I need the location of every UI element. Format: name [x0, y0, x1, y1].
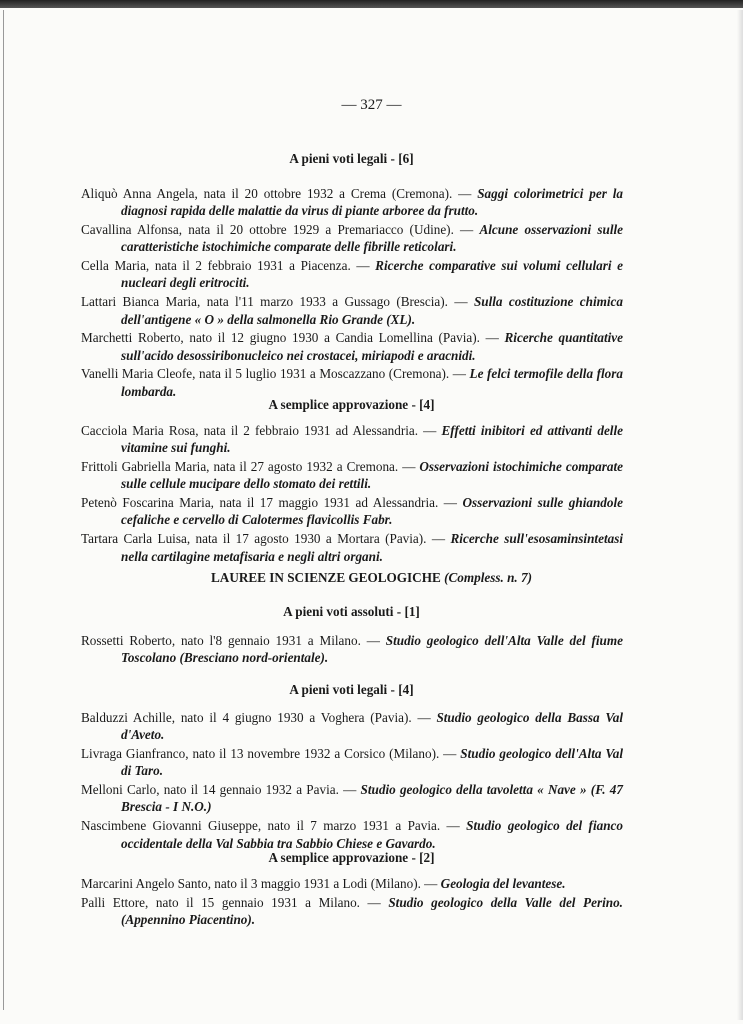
thesis-title: Ricerche quantitative sull'acido desossiribonucleico nei crostacei, miriapodi e aracnidi.: [121, 330, 623, 363]
student-info: Marchetti Roberto, nato il 12 giugno 1930 a Candia Lomellina (Pavia). —: [81, 330, 505, 346]
thesis-title: Studio geologico dell'Alta Valle del fiume Toscolano (Bresciano nord-orientale).: [121, 633, 623, 666]
student-info: Nascimbene Giovanni Giuseppe, nato il 7 marzo 1931 a Pavia. —: [81, 818, 467, 834]
student-info: Frittoli Gabriella Maria, nata il 27 agosto 1932 a Cremona. —: [81, 459, 420, 475]
thesis-title: Studio geologico della tavoletta « Nave » (F. 47 Brescia - I N.O.): [121, 782, 623, 815]
thesis-entry: [81, 257, 623, 292]
student-info: Cella Maria, nata il 2 febbraio 1931 a Piacenza. —: [81, 258, 376, 274]
section-heading: A pieni voti legali - [4]: [289, 682, 414, 697]
student-info: Palli Ettore, nato il 15 gennaio 1931 a Milano. —: [81, 894, 389, 910]
thesis-entry: [81, 329, 623, 364]
thesis-title: Effetti inibitori ed attivanti delle vitamine sui funghi.: [121, 423, 623, 456]
thesis-entry: [81, 185, 623, 220]
student-info: Petenò Foscarina Maria, nata il 17 maggio 1931 ad Alessandria. —: [81, 495, 463, 511]
faculty-title: LAUREE IN SCIENZE GEOLOGICHE: [211, 570, 441, 585]
thesis-title: Geologia del levantese.: [440, 876, 566, 891]
thesis-title: Ricerche comparative sui volumi cellulari e nucleari degli eritrociti.: [121, 258, 623, 291]
entry-list: [81, 422, 623, 566]
thesis-entry: [81, 709, 623, 744]
thesis-entry: [81, 875, 623, 892]
thesis-title: Osservazioni sulle ghiandole cefaliche e cervello di Calotermes flavicollis Fabr.: [121, 495, 623, 528]
section-heading: A pieni voti legali - [6]: [289, 151, 414, 166]
thesis-entry: [81, 458, 623, 493]
thesis-title: Alcune osservazioni sulle caratteristiche istochimiche comparate delle fibrille reticolari.: [121, 222, 624, 255]
thesis-title: Studio geologico del fianco occidentale della Val Sabbia tra Sabbio Chiese e Gavardo.: [121, 818, 623, 851]
thesis-entry: [81, 422, 623, 457]
page-number: — 327 —: [341, 97, 402, 113]
entry-list: [81, 185, 623, 402]
entry-list: [81, 709, 623, 853]
thesis-entry: [81, 494, 623, 529]
thesis-entry: [81, 745, 623, 780]
thesis-entry: [81, 781, 623, 816]
thesis-title: Studio geologico della Valle del Perino. (Appennino Piacentino).: [121, 894, 623, 928]
thesis-entry: [81, 894, 623, 929]
thesis-title: Sulla costituzione chimica dell'antigene « O » della salmonella Rio Grande (XL).: [121, 294, 624, 327]
student-info: Tartara Carla Luisa, nata il 17 agosto 1930 a Mortara (Pavia). —: [81, 531, 451, 547]
student-info: Vanelli Maria Cleofe, nata il 5 luglio 1931 a Moscazzano (Cremona). —: [81, 366, 470, 382]
student-info: Cacciola Maria Rosa, nata il 2 febbraio 1931 ad Alessandria. —: [81, 423, 442, 438]
student-info: Rossetti Roberto, nato l'8 gennaio 1931 a Milano. —: [81, 633, 386, 648]
student-info: Livraga Gianfranco, nato il 13 novembre 1932 a Corsico (Milano). —: [81, 746, 461, 762]
section-heading: A semplice approvazione - [2]: [268, 850, 435, 865]
student-info: Balduzzi Achille, nato il 4 giugno 1930 a Voghera (Pavia). —: [81, 710, 437, 725]
section-heading: A semplice approvazione - [4]: [268, 397, 435, 412]
faculty-count: (Compless. n. 7): [444, 570, 532, 585]
thesis-title: Le felci termofile della flora lombarda.: [121, 366, 623, 399]
faculty-heading: [0, 570, 743, 586]
student-info: Aliquò Anna Angela, nata il 20 ottobre 1932 a Crema (Cremona). —: [81, 186, 478, 201]
entry-list: [81, 875, 623, 930]
thesis-title: Studio geologico dell'Alta Val di Taro.: [121, 746, 623, 779]
thesis-title: Studio geologico della Bassa Val d'Aveto.: [121, 710, 623, 743]
thesis-entry: [81, 221, 623, 256]
student-info: Marcarini Angelo Santo, nato il 3 maggio 1931 a Lodi (Milano). —: [81, 876, 441, 891]
thesis-title: Osservazioni istochimiche comparate sulle cellule mucipare dello stomato dei rettili.: [121, 459, 623, 492]
section-heading: A pieni voti assoluti - [1]: [283, 604, 420, 619]
student-info: Cavallina Alfonsa, nata il 20 ottobre 1929 a Premariacco (Udine). —: [81, 222, 480, 238]
entry-list: [81, 632, 623, 668]
thesis-entry: [81, 817, 623, 852]
thesis-entry: [81, 365, 623, 400]
student-info: Melloni Carlo, nato il 14 gennaio 1932 a Pavia. —: [81, 782, 361, 798]
thesis-entry: [81, 632, 623, 667]
thesis-title: Saggi colorimetrici per la diagnosi rapida delle malattie da virus di piante arboree da frutto.: [121, 186, 623, 219]
scan-top-edge: [0, 0, 743, 8]
thesis-title: Ricerche sull'esosaminsintetasi nella cartilagine metafisaria e negli altri organi.: [121, 531, 623, 564]
student-info: Lattari Bianca Maria, nata l'11 marzo 1933 a Gussago (Brescia). —: [81, 294, 474, 310]
thesis-entry: [81, 293, 623, 328]
scan-right-edge: [737, 10, 743, 1020]
thesis-entry: [81, 530, 623, 565]
